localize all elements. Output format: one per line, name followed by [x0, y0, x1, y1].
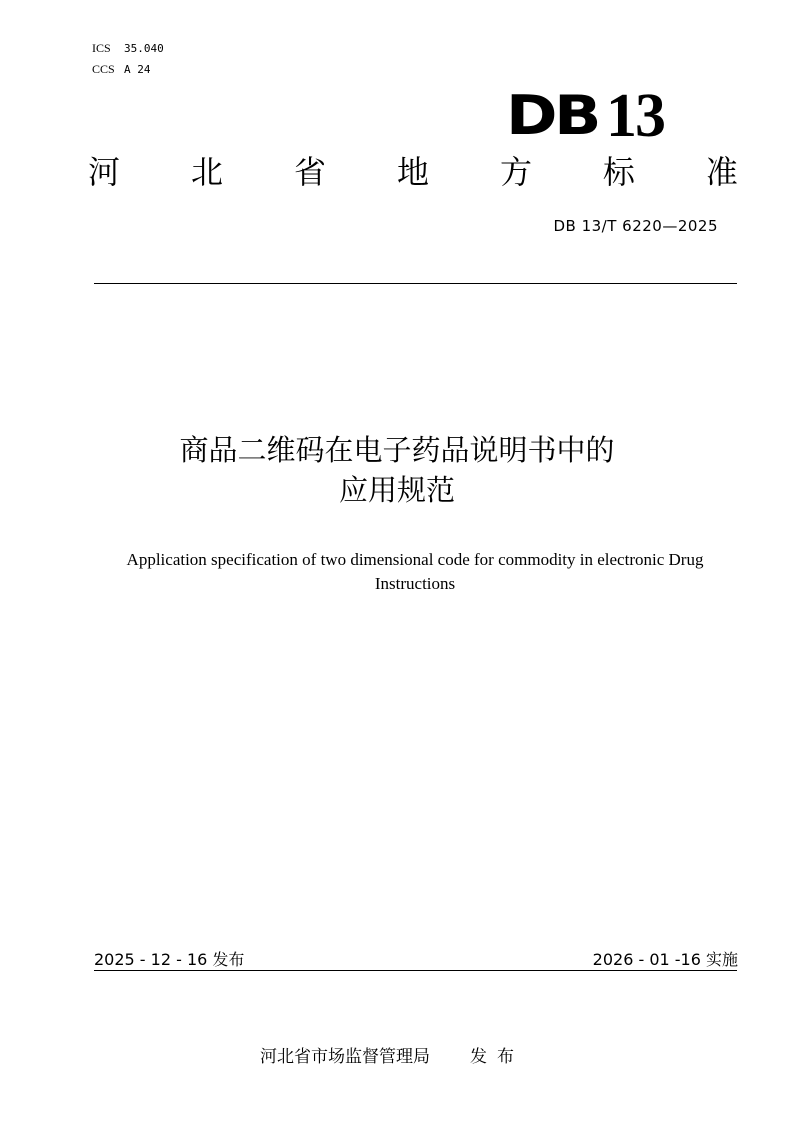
implementation-date: 2026 - 01 -16 实施 [592, 950, 738, 969]
top-divider [94, 283, 737, 284]
classification-codes [92, 38, 164, 80]
release-date: 2025 - 12 - 16 发布 [94, 950, 245, 969]
db13-logo [506, 82, 664, 150]
title-char: 方 [499, 153, 532, 191]
chinese-title-line-2: 应用规范 [338, 473, 455, 507]
ics-code: ICS 35.040 [92, 41, 164, 55]
issue-label: 发布 [470, 1047, 524, 1067]
chinese-title [0, 430, 794, 510]
logo-number: 13 [605, 82, 664, 150]
ccs-code: CCS A 24 [92, 62, 151, 76]
title-char: 河 [88, 153, 121, 191]
standard-number: DB 13/T 6220—2025 [553, 217, 718, 235]
title-char: 标 [602, 153, 635, 191]
title-char: 准 [705, 153, 738, 191]
chinese-title-line-1: 商品二维码在电子药品说明书中的 [179, 433, 615, 467]
logo-letters: DB [506, 84, 598, 147]
english-title: Application specification of two dimensional code for commodity in electronic Drug Instructions [126, 550, 704, 593]
issuer-name: 河北省市场监督管理局 [260, 1047, 430, 1067]
issuer-line [260, 1042, 524, 1067]
bottom-divider [94, 970, 737, 971]
title-char: 地 [396, 153, 429, 191]
title-char: 北 [190, 153, 223, 191]
title-char: 省 [293, 153, 326, 191]
standard-type-title [88, 150, 738, 194]
